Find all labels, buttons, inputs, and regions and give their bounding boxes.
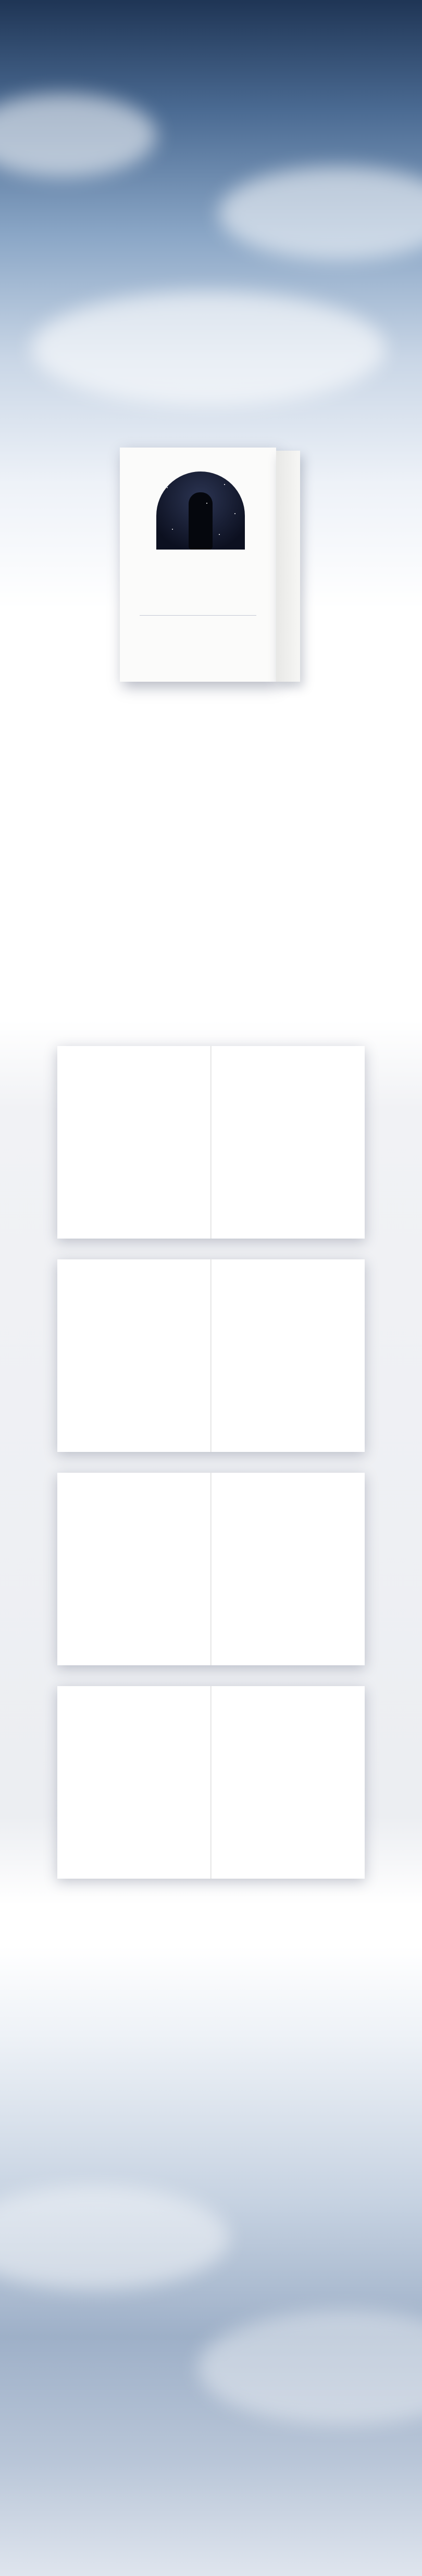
star-dot [167,487,168,488]
star-dot [234,513,235,514]
book-cover [120,448,313,687]
book-gutter [210,1473,212,1665]
book-gutter [210,1686,212,1879]
silhouette-figure [189,492,213,550]
book-gutter [210,1259,212,1452]
book-front [120,448,276,682]
star-dot [219,534,220,535]
page-preview-spread [57,1686,365,1879]
divider [140,615,256,616]
page-preview-spread [57,1259,365,1452]
page-preview-spread [57,1473,365,1665]
book-gutter [210,1046,212,1239]
cover-illustration [156,471,245,550]
star-dot [172,529,173,530]
star-dot [224,484,225,485]
cloud-decoration [31,291,386,406]
star-dot [206,503,207,504]
page-preview-spread [57,1046,365,1239]
book-spine [276,451,300,682]
